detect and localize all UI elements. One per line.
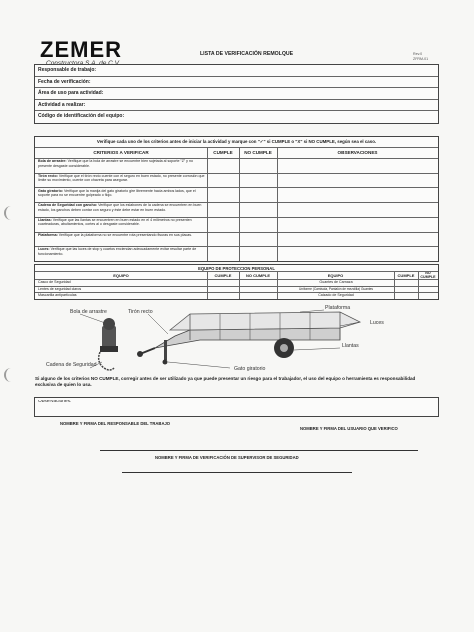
criteria-item-name: Cadena de Seguridad con gancho: <box>38 203 98 208</box>
label-cadena-seguridad: Cadena de Seguridad <box>46 362 97 368</box>
rev-line: Rev.0 <box>413 52 423 56</box>
trailer-diagram <box>60 300 430 375</box>
ppe-item: Casco de Seguridad <box>38 280 71 284</box>
criteria-item <box>38 247 205 260</box>
divider <box>239 272 240 299</box>
punch-hole <box>4 206 15 220</box>
info-field-area[interactable]: Área de uso para actividad: <box>35 88 438 100</box>
callout-line <box>80 314 108 324</box>
signature-supervisor-label: NOMBRE Y FIRMA DE VERIFICACIÓN DE SUPERVISOR DE SEGURIDAD <box>155 455 299 460</box>
criteria-observaciones-cell[interactable] <box>277 232 438 247</box>
criteria-item-name: Luces: <box>38 247 50 252</box>
criteria-item-text: Verifique que la plataforma no se encuentre rota presentando fisuras en sus placas. <box>58 232 193 237</box>
criteria-item-text: Verifique que las luces de stop y cuartos enciendan adecuadamente evitar resultar parte de funcionamiento. <box>38 247 197 256</box>
criteria-no-cumple-cell[interactable] <box>239 217 277 232</box>
signature-responsable-label: NOMBRE Y FIRMA DEL RESPONSABLE DEL TRABAJO <box>60 421 171 426</box>
trailer-illustration <box>137 312 360 365</box>
divider <box>207 272 208 299</box>
callout-line <box>294 348 340 350</box>
info-field-actividad[interactable]: Actividad a realizar: <box>35 100 438 112</box>
criteria-item-name: Bola de arrastre: <box>38 159 67 164</box>
wheel-illustration <box>274 338 294 358</box>
callout-line <box>168 362 230 368</box>
criteria-cumple-cell[interactable] <box>207 158 239 173</box>
signature-line[interactable] <box>122 472 352 473</box>
criteria-item <box>38 189 205 202</box>
ppe-header-no-cumple: NO CUMPLE <box>246 272 270 278</box>
criteria-cumple-cell[interactable] <box>207 202 239 217</box>
criteria-no-cumple-cell[interactable] <box>239 187 277 202</box>
divider <box>277 272 278 299</box>
revision-code <box>413 52 428 62</box>
ppe-title: EQUIPO DE PROTECCION PERSONAL <box>35 265 438 272</box>
punch-hole <box>4 368 15 382</box>
criteria-observaciones-cell[interactable] <box>277 202 438 217</box>
criteria-no-cumple-cell[interactable] <box>239 232 277 247</box>
instruction-text: Verifique cada uno de los criterios antes de iniciar la actividad y marque con "✓" si CUMPLE o "X" si NO CUMPLE, según sea el caso. <box>35 137 438 148</box>
criteria-item <box>38 233 205 246</box>
criteria-observaciones-cell[interactable] <box>277 246 438 261</box>
company-logo <box>40 37 122 67</box>
ppe-header-cumple-2: CUMPLE <box>397 272 415 278</box>
hitch-ball-illustration <box>100 318 118 352</box>
criteria-item-text: Verifique que las llantas se encuentren en buen estado en el 4 milímetros no presenten cuarteaduras, abultamientos, cortes al o desgaste considerable. <box>38 218 192 227</box>
criteria-cumple-cell[interactable] <box>207 173 239 188</box>
criteria-cumple-cell[interactable] <box>207 246 239 261</box>
callout-line <box>300 310 324 312</box>
document-title: LISTA DE VERIFICACIÓN REMOLQUE <box>200 51 294 57</box>
criteria-item-name: Llantas: <box>38 218 52 223</box>
criteria-item-name: Tirón recto: <box>38 173 58 178</box>
label-luces: Luces <box>370 320 384 326</box>
signature-line[interactable] <box>100 450 418 451</box>
ppe-item: Guantes de Carnaza <box>319 280 353 284</box>
rev-line: ZFRM-01 <box>413 57 429 61</box>
header-criterios: CRITERIOS A VERIFICAR <box>93 149 149 155</box>
ppe-header-equipo-2: EQUIPO <box>327 272 344 278</box>
ppe-item: Lentes de seguridad claros <box>38 286 82 291</box>
criteria-cumple-cell[interactable] <box>207 232 239 247</box>
info-fields-box <box>34 64 439 124</box>
label-tiron-recto: Tirón recto <box>128 309 153 315</box>
criteria-item <box>38 174 205 187</box>
label-plataforma: Plataforma <box>325 305 351 311</box>
criteria-cumple-cell[interactable] <box>207 217 239 232</box>
criteria-item-text: Verifique que el tirón recto cuente con el seguro en buen estado, no presente corrosión que limite su movimiento, cuente con chaveta para asegurar. <box>38 173 205 183</box>
criteria-cumple-cell[interactable] <box>207 187 239 202</box>
criteria-observaciones-cell[interactable] <box>277 187 438 202</box>
callout-line <box>148 314 168 334</box>
divider <box>418 272 419 299</box>
signature-usuario-label: NOMBRE Y FIRMA DEL USUARIO QUE VERIFICO <box>300 426 398 431</box>
criteria-item-text: Verifique que la bola de arrastre se encuentre bien sujetada al soporte "Z" y no presente desgaste considerable. <box>38 159 193 168</box>
criteria-observaciones-cell[interactable] <box>277 173 438 188</box>
info-field-fecha[interactable]: Fecha de verificación: <box>35 77 438 89</box>
ppe-table <box>34 264 439 300</box>
label-bola-arrastre: Bola de arrastre <box>70 309 107 315</box>
label-llantas: Llantas <box>342 343 359 349</box>
header-no-cumple: NO CUMPLE <box>244 149 272 155</box>
observations-label: Observaciones: <box>38 400 72 404</box>
warning-text: Si alguno de los criterios NO CUMPLE, corregir antes de ser utilizado ya que puede presentar un riesgo para el trabajador, el uso del equipo o herramienta es responsabilidad exclusiva de quien lo usa. <box>35 376 416 387</box>
ppe-item: Calzado de Seguridad <box>318 293 354 298</box>
criteria-item <box>38 203 205 216</box>
ppe-header-equipo: EQUIPO <box>113 272 129 278</box>
info-field-responsable[interactable]: Responsable de trabajo: <box>35 65 438 77</box>
header-observaciones: OBSERVACIONES <box>337 149 378 155</box>
ppe-header-no-cumple-2: NO CUMPLE <box>420 272 436 279</box>
ppe-header-cumple: CUMPLE <box>214 272 232 278</box>
criteria-item <box>38 218 205 231</box>
criteria-no-cumple-cell[interactable] <box>239 158 277 173</box>
criteria-item-name: Gato giratorio: <box>38 188 63 193</box>
criteria-item <box>38 159 205 172</box>
observations-box[interactable] <box>34 397 439 417</box>
criteria-item-name: Plataforma: <box>38 232 58 237</box>
criteria-no-cumple-cell[interactable] <box>239 202 277 217</box>
criteria-item-text: Verifique que la manija del gato giratorio gire libremente hacia ambos lados, que el soporte para no se encuentre golpeado o flojo. <box>38 188 196 198</box>
safety-chain-illustration <box>99 352 114 370</box>
criteria-no-cumple-cell[interactable] <box>239 173 277 188</box>
criteria-table <box>34 136 439 262</box>
label-gato-giratorio: Gato giratorio <box>234 366 266 372</box>
logo-text: ZEMER <box>40 37 122 62</box>
header-cumple: CUMPLE <box>213 149 233 155</box>
criteria-observaciones-cell[interactable] <box>277 158 438 173</box>
criteria-observaciones-cell[interactable] <box>277 217 438 232</box>
ppe-item: Uniforme (Camisola, Pantalón de mezclilla) Guantes <box>298 286 374 291</box>
criteria-no-cumple-cell[interactable] <box>239 246 277 261</box>
ppe-item: Mascarilla antipartículas <box>38 293 77 298</box>
criteria-item-text: Verifique que los eslabones de la cadena se encuentren en buen estado, los ganchos deben contar con seguro y éste debe estar en buen estado. <box>38 203 202 212</box>
divider <box>394 272 395 299</box>
info-field-codigo[interactable]: Código de identificación del equipo: <box>38 113 125 120</box>
